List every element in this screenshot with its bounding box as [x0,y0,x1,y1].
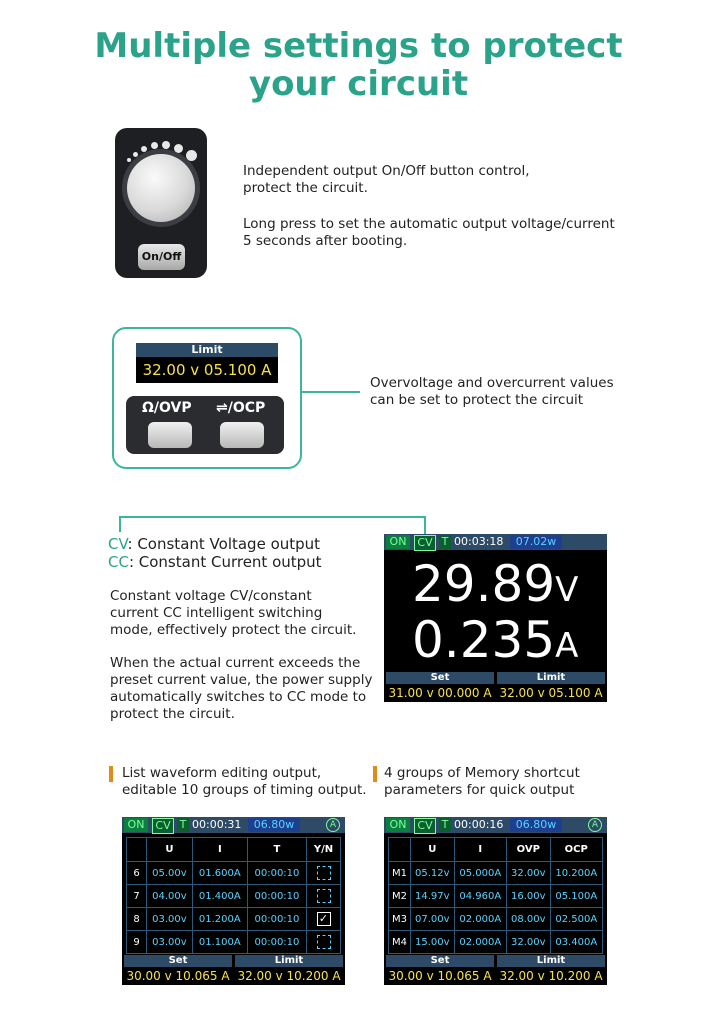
row-ovp: 08.00v [506,908,550,931]
ocp-button[interactable] [220,422,264,448]
checkbox-icon[interactable] [317,889,331,903]
current-unit: A [555,626,579,666]
table-row[interactable] [127,908,341,931]
status-on: ON [124,818,148,832]
on-off-button[interactable]: On/Off [138,244,185,270]
row-ovp: 16.00v [506,885,550,908]
row-i: 02.000A [454,908,506,931]
row-t: 00:00:10 [247,931,306,954]
row-ocp: 05.100A [550,885,602,908]
caption-marker-icon [373,766,377,782]
checkbox-checked-icon[interactable]: ✓ [317,912,331,926]
section4-caption-1: List waveform editing output, [122,765,322,781]
status-cv: CV [414,818,436,834]
status-timer: 00:03:18 [454,535,504,548]
set-value: 30.00 v 10.065 A [388,969,492,983]
checkbox-icon[interactable] [317,935,331,949]
knob-panel [115,128,207,278]
cc-definition [108,553,322,571]
memory-lcd-screen [384,817,607,985]
status-t: T [177,818,189,832]
row-i: 01.400A [192,885,247,908]
table-row[interactable] [389,885,603,908]
status-t: T [439,535,451,549]
status-watt: 06.80w [510,818,562,832]
ovp-label: Ω/OVP [142,400,192,416]
row-t: 00:00:10 [247,862,306,885]
status-watt: 06.80w [248,818,300,832]
section3-para2-1: When the actual current exceeds the [110,655,361,671]
row-u: 05.12v [411,862,455,885]
table-row[interactable] [389,862,603,885]
row-t: 00:00:10 [247,908,306,931]
status-t: T [439,818,451,832]
level-dot-icon [127,158,131,162]
limit-value: 32.00 v 05.100 A [142,361,272,379]
row-u: 05.00v [147,862,193,885]
cv-text: : Constant Voltage output [127,535,321,553]
row-ocp: 03.400A [550,931,602,954]
set-head: Set [386,672,494,684]
row-i: 05.000A [454,862,506,885]
status-watt: 07.02w [510,535,562,549]
list-table [126,837,341,954]
limit-value: 32.00 v 10.200 A [499,969,603,983]
set-head: Set [124,955,232,967]
row-index: M1 [389,862,411,885]
level-dot-icon [151,142,158,149]
row-u: 04.00v [147,885,193,908]
mode-icon: A [588,818,602,832]
section5-caption-2: parameters for quick output [384,782,575,798]
set-head: Set [386,955,494,967]
table-row[interactable] [127,862,341,885]
table-header: U [147,838,193,862]
section1-text-4: 5 seconds after booting. [243,233,408,249]
current-value: 0.235 [412,611,556,669]
row-index: 9 [127,931,147,954]
bracket-line-top [119,516,425,518]
memory-table [388,837,603,954]
table-header [127,838,147,862]
limit-head: Limit [136,343,278,357]
status-on: ON [386,818,410,832]
limit-value: 32.00 v 05.100 A [499,686,603,700]
voltage-unit: V [555,570,579,610]
status-timer: 00:00:16 [454,818,504,831]
ovp-button[interactable] [148,422,192,448]
limit-head: Limit [497,955,605,967]
section1-text-1: Independent output On/Off button control, [243,163,530,179]
page-title-line2: your circuit [248,64,469,104]
cc-text: : Constant Current output [128,553,322,571]
voltage-readout [412,556,578,618]
table-header [389,838,411,862]
list-lcd-screen [122,817,345,985]
status-on: ON [386,535,410,549]
page-title-line1: Multiple settings to protect [94,26,623,66]
limit-head: Limit [235,955,343,967]
row-u: 03.00v [147,908,193,931]
row-u: 03.00v [147,931,193,954]
table-header: U [411,838,455,862]
level-dot-icon [162,141,170,149]
mode-icon: A [326,818,340,832]
row-i: 01.600A [192,862,247,885]
table-row[interactable] [389,931,603,954]
set-value: 31.00 v 00.000 A [388,686,492,700]
row-ocp: 02.500A [550,908,602,931]
row-t: 00:00:10 [247,885,306,908]
row-index: 8 [127,908,147,931]
row-i: 04.960A [454,885,506,908]
checkbox-icon[interactable] [317,866,331,880]
main-lcd-screen [384,534,607,702]
row-u: 07.00v [411,908,455,931]
row-i: 01.200A [192,908,247,931]
section3-para1-1: Constant voltage CV/constant [110,588,312,604]
row-index: 7 [127,885,147,908]
status-cv: CV [414,535,436,551]
row-i: 02.000A [454,931,506,954]
table-header: I [454,838,506,862]
table-header: T [247,838,306,862]
row-i: 01.100A [192,931,247,954]
table-row[interactable] [127,885,341,908]
row-u: 15.00v [411,931,455,954]
connector-line [302,391,360,393]
row-ovp: 32.00v [506,931,550,954]
encoder-knob[interactable] [127,154,195,222]
section3-para1-3: mode, effectively protect the circuit. [110,622,357,638]
limit-head: Limit [497,672,605,684]
section2-text-2: can be set to protect the circuit [370,392,584,408]
section2-text-1: Overvoltage and overcurrent values [370,375,614,391]
row-u: 14.97v [411,885,455,908]
section3-para2-2: preset current value, the power supply [110,672,373,688]
limit-value: 32.00 v 10.200 A [237,969,341,983]
section1-text-2: protect the circuit. [243,180,368,196]
current-readout [412,612,578,674]
cv-definition [108,535,320,553]
bracket-line-left [119,516,121,532]
row-ovp: 32.00v [506,862,550,885]
table-header: Y/N [307,838,341,862]
ovp-ocp-buttons-panel [126,396,284,454]
limit-display [136,343,278,383]
section3-para2-3: automatically switches to CC mode to [110,689,367,705]
row-index: M3 [389,908,411,931]
status-cv: CV [152,818,174,834]
status-timer: 00:00:31 [192,818,242,831]
voltage-value: 29.89 [412,555,556,613]
row-index: M2 [389,885,411,908]
set-value: 30.00 v 10.065 A [126,969,230,983]
ocp-label: ⇌/OCP [216,400,266,416]
table-header: OCP [550,838,602,862]
caption-marker-icon [109,766,113,782]
section5-caption-1: 4 groups of Memory shortcut [384,765,580,781]
section1-text-3: Long press to set the automatic output voltage/current [243,216,615,232]
row-index: M4 [389,931,411,954]
table-header: OVP [506,838,550,862]
cc-abbr: CC [108,553,129,571]
row-index: 6 [127,862,147,885]
section3-para2-4: protect the circuit. [110,706,235,722]
section4-caption-2: editable 10 groups of timing output. [122,782,367,798]
row-ocp: 10.200A [550,862,602,885]
section3-para1-2: current CC intelligent switching [110,605,323,621]
bracket-line-right [424,516,426,534]
table-header: I [192,838,247,862]
cv-abbr: CV [108,535,128,553]
table-row[interactable] [127,931,341,954]
table-row[interactable] [389,908,603,931]
